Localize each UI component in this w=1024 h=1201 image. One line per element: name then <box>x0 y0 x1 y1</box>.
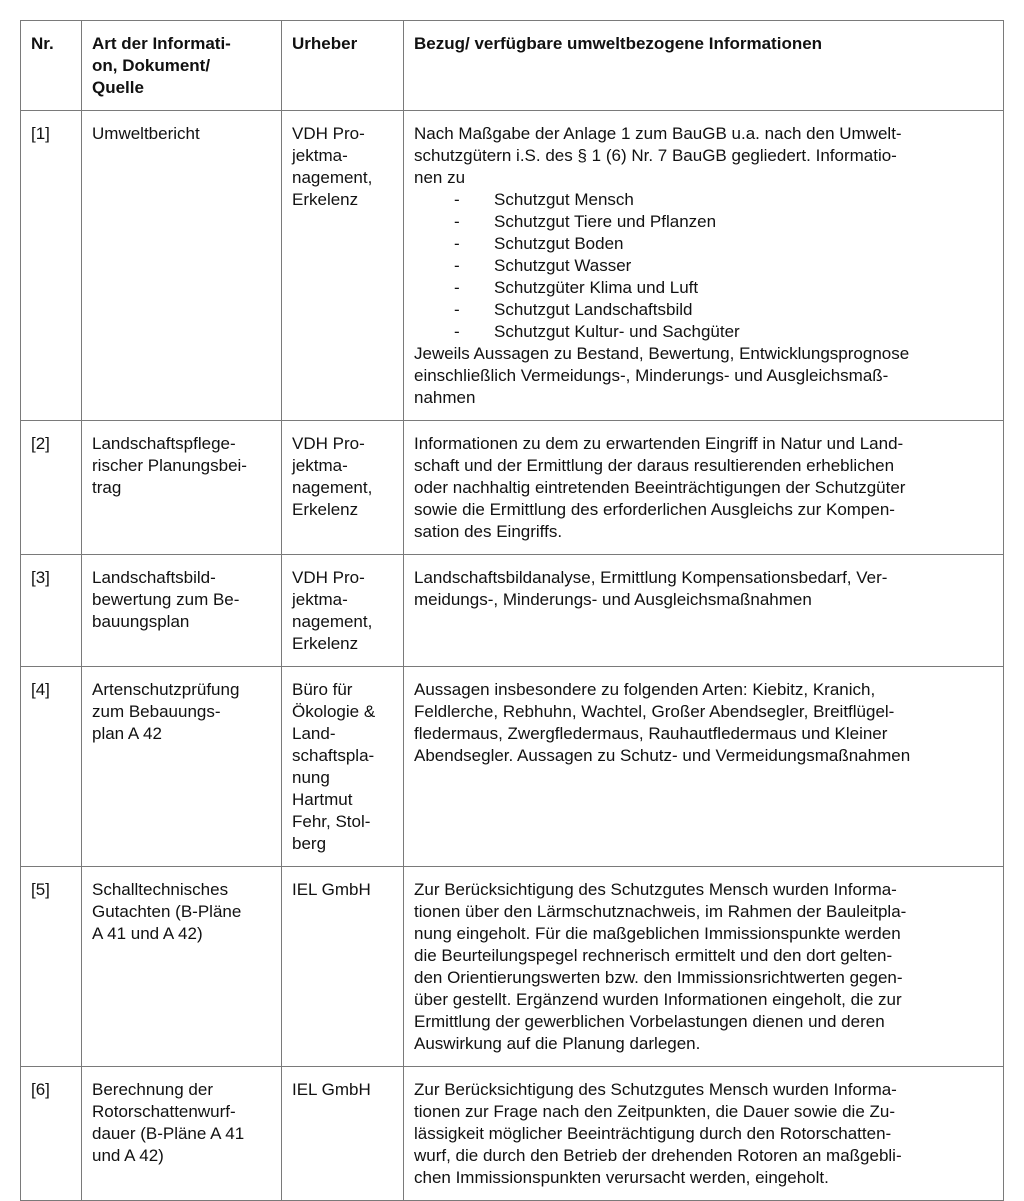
header-art <box>82 21 282 111</box>
cell-line: A 41 und A 42) <box>92 924 203 943</box>
cell-line: nagement, <box>292 612 373 631</box>
cell-line: nagement, <box>292 168 373 187</box>
table-header-row <box>21 21 1004 111</box>
cell-urheber <box>282 667 404 867</box>
cell-line: bewertung zum Be- <box>92 590 240 609</box>
list-item <box>414 299 993 321</box>
cell-line: schutzgütern i.S. des § 1 (6) Nr. 7 BauGB gegliedert. Informatio- <box>414 146 897 165</box>
cell-line: Erkelenz <box>292 190 359 209</box>
cell-line: VDH Pro- <box>292 434 365 453</box>
cell-line: Hartmut <box>292 790 353 809</box>
list-item <box>414 189 993 211</box>
cell-bezug <box>404 421 1004 555</box>
cell-line: sowie die Ermittlung des erforderlichen Ausgleichs zur Kompen- <box>414 500 895 519</box>
cell-line: lässigkeit möglicher Beeinträchtigung durch den Rotorschatten- <box>414 1124 892 1143</box>
cell-urheber <box>282 867 404 1067</box>
cell-bezug <box>404 867 1004 1067</box>
cell-line: tionen zur Frage nach den Zeitpunkten, die Dauer sowie die Zu- <box>414 1102 895 1121</box>
cell-line: nagement, <box>292 478 373 497</box>
cell-line: Ermittlung der gewerblichen Vorbelastungen dienen und deren <box>414 1012 885 1031</box>
cell-art <box>82 555 282 667</box>
cell-bezug <box>404 111 1004 421</box>
cell-line: Jeweils Aussagen zu Bestand, Bewertung, Entwicklungsprognose <box>414 344 910 363</box>
table-row <box>21 555 1004 667</box>
cell-line: Umweltbericht <box>92 124 200 143</box>
header-art-line: Art der Informati- <box>92 34 231 53</box>
cell-line: nung eingeholt. Für die maßgeblichen Immissionspunkte werden <box>414 924 901 943</box>
list-item-label: Schutzgut Mensch <box>494 190 634 209</box>
cell-nr: [4] <box>21 667 82 867</box>
dash-icon: - <box>454 322 460 341</box>
schutzgut-list <box>414 189 993 343</box>
cell-line: Berechnung der <box>92 1080 213 1099</box>
cell-line: Land- <box>292 724 336 743</box>
cell-line: nen zu <box>414 168 466 187</box>
cell-bezug <box>404 667 1004 867</box>
list-item-label: Schutzgut Tiere und Pflanzen <box>494 212 717 231</box>
cell-line: sation des Eingriffs. <box>414 522 563 541</box>
cell-line: Fehr, Stol- <box>292 812 371 831</box>
dash-icon: - <box>454 190 460 209</box>
cell-line: Zur Berücksichtigung des Schutzgutes Mensch wurden Informa- <box>414 1080 897 1099</box>
cell-line: Feldlerche, Rebhuhn, Wachtel, Großer Abendsegler, Breitflügel- <box>414 702 895 721</box>
cell-line: meidungs-, Minderungs- und Ausgleichsmaßnahmen <box>414 590 812 609</box>
cell-nr: [6] <box>21 1067 82 1201</box>
list-item <box>414 255 993 277</box>
header-art-line: on, Dokument/ <box>92 56 211 75</box>
cell-line: Nach Maßgabe der Anlage 1 zum BauGB u.a. nach den Umwelt- <box>414 124 902 143</box>
cell-line: jektma- <box>292 146 348 165</box>
cell-line: den Orientierungswerten bzw. den Immissionsrichtwerten gegen- <box>414 968 903 987</box>
cell-bezug <box>404 555 1004 667</box>
header-art-line: Quelle <box>92 78 144 97</box>
cell-line: wurf, die durch den Betrieb der drehenden Rotoren an maßgebli- <box>414 1146 902 1165</box>
cell-line: und A 42) <box>92 1146 164 1165</box>
list-item-label: Schutzgüter Klima und Luft <box>494 278 699 297</box>
cell-nr: [1] <box>21 111 82 421</box>
cell-line: nahmen <box>414 388 476 407</box>
header-nr: Nr. <box>21 21 82 111</box>
cell-line: Landschaftsbildanalyse, Ermittlung Kompensationsbedarf, Ver- <box>414 568 888 587</box>
cell-urheber <box>282 111 404 421</box>
list-item-label: Schutzgut Boden <box>494 234 624 253</box>
cell-art <box>82 867 282 1067</box>
cell-line: chen Immissionspunkten verursacht werden, eingeholt. <box>414 1168 829 1187</box>
cell-line: plan A 42 <box>92 724 162 743</box>
cell-line: jektma- <box>292 456 348 475</box>
cell-line: oder nachhaltig eintretenden Beeinträchtigungen der Schutzgüter <box>414 478 906 497</box>
cell-line: Ökologie & <box>292 702 376 721</box>
cell-line: Erkelenz <box>292 634 359 653</box>
cell-line: zum Bebauungs- <box>92 702 221 721</box>
cell-urheber <box>282 555 404 667</box>
cell-line: die Beurteilungspegel rechnerisch ermittelt und den dort gelten- <box>414 946 893 965</box>
table-row <box>21 867 1004 1067</box>
cell-line: Auswirkung auf die Planung darlegen. <box>414 1034 701 1053</box>
cell-nr: [3] <box>21 555 82 667</box>
dash-icon: - <box>454 234 460 253</box>
cell-line: Zur Berücksichtigung des Schutzgutes Mensch wurden Informa- <box>414 880 897 899</box>
list-item <box>414 211 993 233</box>
dash-icon: - <box>454 278 460 297</box>
cell-urheber <box>282 1067 404 1201</box>
cell-bezug <box>404 1067 1004 1201</box>
dash-icon: - <box>454 256 460 275</box>
list-item <box>414 233 993 255</box>
table-row <box>21 421 1004 555</box>
cell-line: VDH Pro- <box>292 124 365 143</box>
cell-line: Artenschutzprüfung <box>92 680 240 699</box>
cell-line: Erkelenz <box>292 500 359 519</box>
cell-line: Büro für <box>292 680 353 699</box>
cell-line: bauungsplan <box>92 612 190 631</box>
cell-nr: [5] <box>21 867 82 1067</box>
dash-icon: - <box>454 212 460 231</box>
cell-line: Landschaftsbild- <box>92 568 216 587</box>
list-item-label: Schutzgut Wasser <box>494 256 632 275</box>
dash-icon: - <box>454 300 460 319</box>
list-item <box>414 277 993 299</box>
header-urheber: Urheber <box>282 21 404 111</box>
cell-line: Informationen zu dem zu erwartenden Eingriff in Natur und Land- <box>414 434 904 453</box>
environmental-information-table <box>20 20 1004 1201</box>
cell-line: schaftspla- <box>292 746 375 765</box>
table-row <box>21 667 1004 867</box>
cell-urheber <box>282 421 404 555</box>
cell-art <box>82 1067 282 1201</box>
cell-line: fledermaus, Zwergfledermaus, Rauhautfledermaus und Kleiner <box>414 724 888 743</box>
cell-line: berg <box>292 834 327 853</box>
cell-line: dauer (B-Pläne A 41 <box>92 1124 245 1143</box>
list-item-label: Schutzgut Kultur- und Sachgüter <box>494 322 740 341</box>
cell-line: rischer Planungsbei- <box>92 456 247 475</box>
cell-art <box>82 667 282 867</box>
cell-line: einschließlich Vermeidungs-, Minderungs- und Ausgleichsmaß- <box>414 366 889 385</box>
cell-nr: [2] <box>21 421 82 555</box>
cell-line: nung <box>292 768 330 787</box>
cell-line: tionen über den Lärmschutznachweis, im Rahmen der Bauleitpla- <box>414 902 907 921</box>
list-item-label: Schutzgut Landschaftsbild <box>494 300 693 319</box>
cell-line: IEL GmbH <box>292 880 371 899</box>
cell-line: Schalltechnisches <box>92 880 229 899</box>
cell-line: schaft und der Ermittlung der daraus resultierenden erheblichen <box>414 456 895 475</box>
cell-line: Gutachten (B-Pläne <box>92 902 242 921</box>
cell-line: Landschaftspflege- <box>92 434 236 453</box>
cell-art <box>82 111 282 421</box>
cell-line: Abendsegler. Aussagen zu Schutz- und Vermeidungsmaßnahmen <box>414 746 911 765</box>
cell-line: jektma- <box>292 590 348 609</box>
table-row <box>21 111 1004 421</box>
cell-line: über gestellt. Ergänzend wurden Informationen eingeholt, die zur <box>414 990 902 1009</box>
cell-art <box>82 421 282 555</box>
cell-line: IEL GmbH <box>292 1080 371 1099</box>
cell-line: Aussagen insbesondere zu folgenden Arten: Kiebitz, Kranich, <box>414 680 876 699</box>
list-item <box>414 321 993 343</box>
cell-line: Rotorschattenwurf- <box>92 1102 236 1121</box>
header-bezug: Bezug/ verfügbare umweltbezogene Informationen <box>404 21 1004 111</box>
cell-line: VDH Pro- <box>292 568 365 587</box>
cell-line: trag <box>92 478 122 497</box>
table-row <box>21 1067 1004 1201</box>
